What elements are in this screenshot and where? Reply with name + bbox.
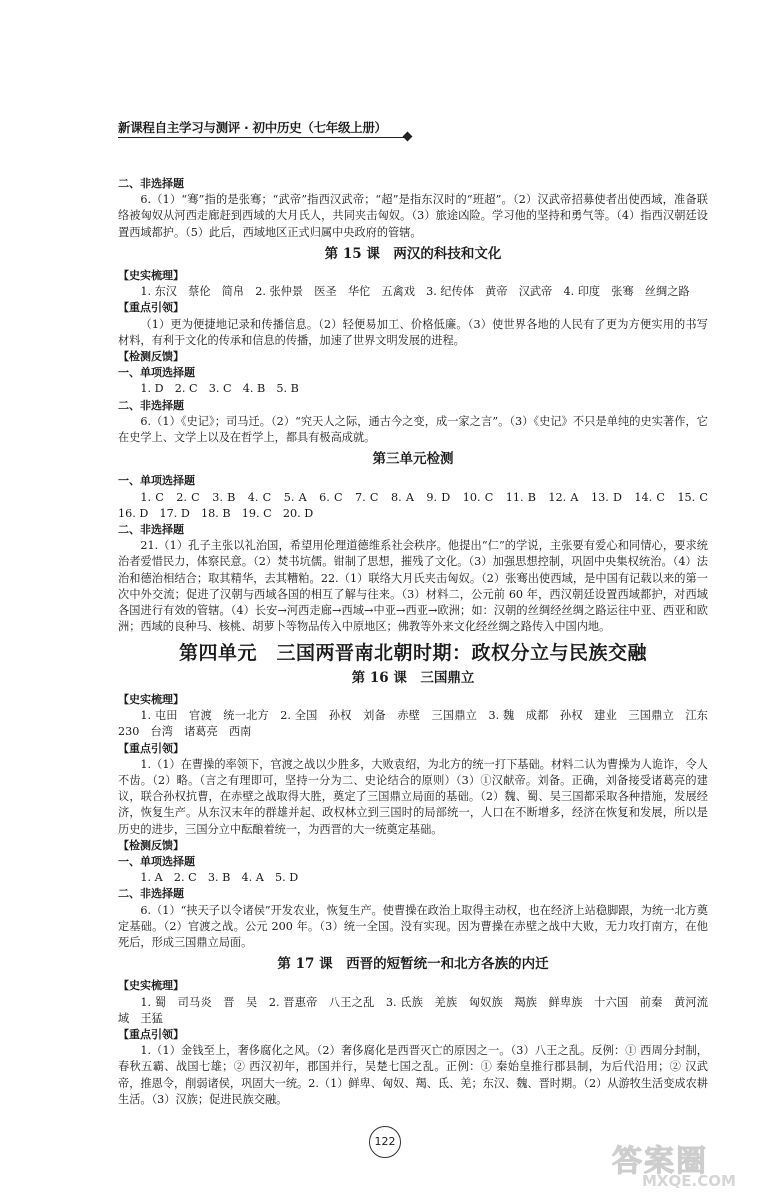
- bracket-tag: 【史实梳理】: [118, 269, 184, 283]
- section-heading: 二、非选择题: [118, 177, 184, 190]
- answer-paragraph: 1. 蜀 司马炎 晋 吴 2. 晋惠帝 八王之乱 3. 氐族 羌族 匈奴族 羯族 鲜卑族 十六国 前秦 黄河流域 王猛: [118, 995, 708, 1025]
- section-heading: 一、单项选择题: [118, 366, 195, 380]
- answer-paragraph: 6.（1）“挟天子以令诸侯”开发农业，恢复生产。使曹操在政治上取得主动权，也在经济上站稳脚跟，为统一北方奠定基础。（2）官渡之战。公元 200 年。（3）统一全国。没有实现。因为曹操在赤壁之战中大败，无力攻打南方，在他死后，形成三国鼎立局面。: [118, 903, 708, 949]
- section-heading: 一、单项选择题: [118, 854, 195, 868]
- unit-title: 第四单元 三国两晋南北朝时期：政权分立与民族交融: [178, 642, 647, 665]
- answer-paragraph: 6.（1）“骞”指的是张骞；“武帝”指西汉武帝；“超”是指东汉时的“班超”。（2）汉武帝招募使者出使西域，准备联络被匈奴从河西走廊赶到西域的大月氏人，共同夹击匈奴。（3）旅途凶险。学习他的坚持和勇气等。（4）指西汉朝廷设置西域都护。（5）此后，西域地区正式归属中央政府的管辖。: [118, 193, 708, 239]
- header-title: 新课程自主学习与测评 · 初中历史（七年级上册）: [118, 120, 387, 135]
- lesson-title: 第 15 课 两汉的科技和文化: [324, 245, 502, 262]
- answer-paragraph: 21.（1）孔子主张以礼治国，希望用伦理道德维系社会秩序。他提出“仁”的学说，主张要有爱心和同情心，要求统治者爱惜民力，体察民意。（2）焚书坑儒。钳制了思想，摧残了文化。（3）加强思想控制，巩固中央集权统治。（4）法治和德治相结合；取其精华，去其糟粕。22.（1）联络大月氏夹击匈奴。（2）张骞出使西域，是中国有记载以来的第一次中外交流；促进了汉朝与西域各国的相互了解与往来。（3）材料二，公元前 60 年，西汉朝廷设置西域都护，对西域各国进行有效的管辖。（4）长安→河西走廊→西域→中亚→西亚→欧洲；如：汉朝的丝绸经丝绸之路运往中亚、西亚和欧洲；西域的良种马、核桃、胡萝卜等物品传入中原地区；佛教等外来文化经丝绸之路传入中国内地。: [118, 539, 708, 634]
- bracket-tag: 【史实梳理】: [118, 692, 184, 706]
- section-heading: 二、非选择题: [118, 887, 184, 901]
- section-heading: 二、非选择题: [118, 398, 184, 412]
- header-diamond-icon: [403, 132, 413, 142]
- bracket-tag: 【重点引领】: [118, 741, 184, 755]
- bracket-tag: 【检测反馈】: [118, 838, 184, 852]
- answer-content: [118, 176, 720, 1108]
- answer-paragraph: 1. 东汉 蔡伦 简帛 2. 张仲景 医圣 华佗 五禽戏 3. 纪传体 黄帝 汉武帝 4. 印度 张骞 丝绸之路: [140, 285, 690, 299]
- answer-paragraph: （1）更为便捷地记录和传播信息。（2）轻便易加工、价格低廉。（3）使世界各地的人民有了更为方便实用的书写材料，有利于文化的传承和信息的传播，加速了世界文明发展的进程。: [118, 317, 708, 347]
- answer-paragraph: 1. A 2. C 3. B 4. A 5. D: [140, 871, 299, 885]
- lesson-title: 第三单元检测: [372, 451, 454, 468]
- header-rule: [118, 137, 408, 138]
- bracket-tag: 【重点引领】: [118, 1027, 184, 1041]
- answer-paragraph: 1.（1）金钱至上，奢侈腐化之风。（2）奢侈腐化是西晋灭亡的原因之一。（3）八王之乱。反例：① 西周分封制，春秋五霸、战国七雄；② 西汉初年，郡国并行，吴楚七国之乱。正例：① 秦始皇推行郡县制，为后代沿用；② 汉武帝，推恩令，削弱诸侯，巩固大一统。2.（1）鲜卑、匈奴、羯、氐、羌；东汉、魏、晋时期。（2）从游牧生活变成农耕生活。（3）汉族；促进民族交融。: [118, 1044, 708, 1106]
- running-header: [118, 118, 418, 140]
- section-heading: 二、非选择题: [118, 523, 184, 537]
- answer-paragraph: 1.（1）在曹操的率领下，官渡之战以少胜多，大败袁绍，为北方的统一打下基础。材料二认为曹操为人诡诈，令人不齿。（2）略。（言之有理即可，坚持一分为二、史论结合的原则）（3）①汉献帝。刘备。正确，刘备接受诸葛亮的建议，联合孙权抗曹，在赤壁之战取得大胜，奠定了三国鼎立局面的基础。（2）魏、蜀、吴三国都采取各种措施，发展经济，恢复生产。从东汉末年的群雄并起、政权林立到三国时的局部统一，人口在不断增多，经济在恢复和发展，所以是历史的进步，三国分立中酝酿着统一，为西晋的大一统奠定基础。: [118, 757, 708, 836]
- watermark-main: 答案圈: [612, 1144, 708, 1179]
- answer-paragraph: 1. D 2. C 3. C 4. B 5. B: [140, 382, 299, 396]
- answer-paragraph: 6.（1）《史记》；司马迁。（2）“究天人之际，通古今之变，成一家之言”。（3）《史记》不只是单纯的史实著作，它在史学上、文学上以及在哲学上，都具有极高成就。: [118, 414, 708, 445]
- bracket-tag: 【检测反馈】: [118, 350, 184, 364]
- answer-paragraph: 1. C 2. C 3. B 4. C 5. A 6. C 7. C 8. A 9. D 10. C 11. B 12. A 13. D 14. C 15. C 16. D 17. D 18. B 19. C 20. D: [118, 490, 720, 520]
- page-number: 122: [369, 1126, 401, 1158]
- answer-paragraph: 1. 屯田 官渡 统一北方 2. 全国 孙权 刘备 赤壁 三国鼎立 3. 魏 成都 孙权 建业 三国鼎立 江东 230 台湾 诸葛亮 西南: [118, 709, 720, 739]
- bracket-tag: 【重点引领】: [118, 301, 184, 315]
- watermark-sub: MXQE.COM: [642, 1172, 736, 1190]
- section-heading: 一、单项选择题: [118, 474, 195, 488]
- watermark-logo: [602, 1136, 752, 1192]
- lesson-title: 第 17 课 西晋的短暂统一和北方各族的内迁: [277, 956, 549, 973]
- lesson-title: 第 16 课 三国鼎立: [351, 669, 475, 686]
- bracket-tag: 【史实梳理】: [118, 979, 184, 993]
